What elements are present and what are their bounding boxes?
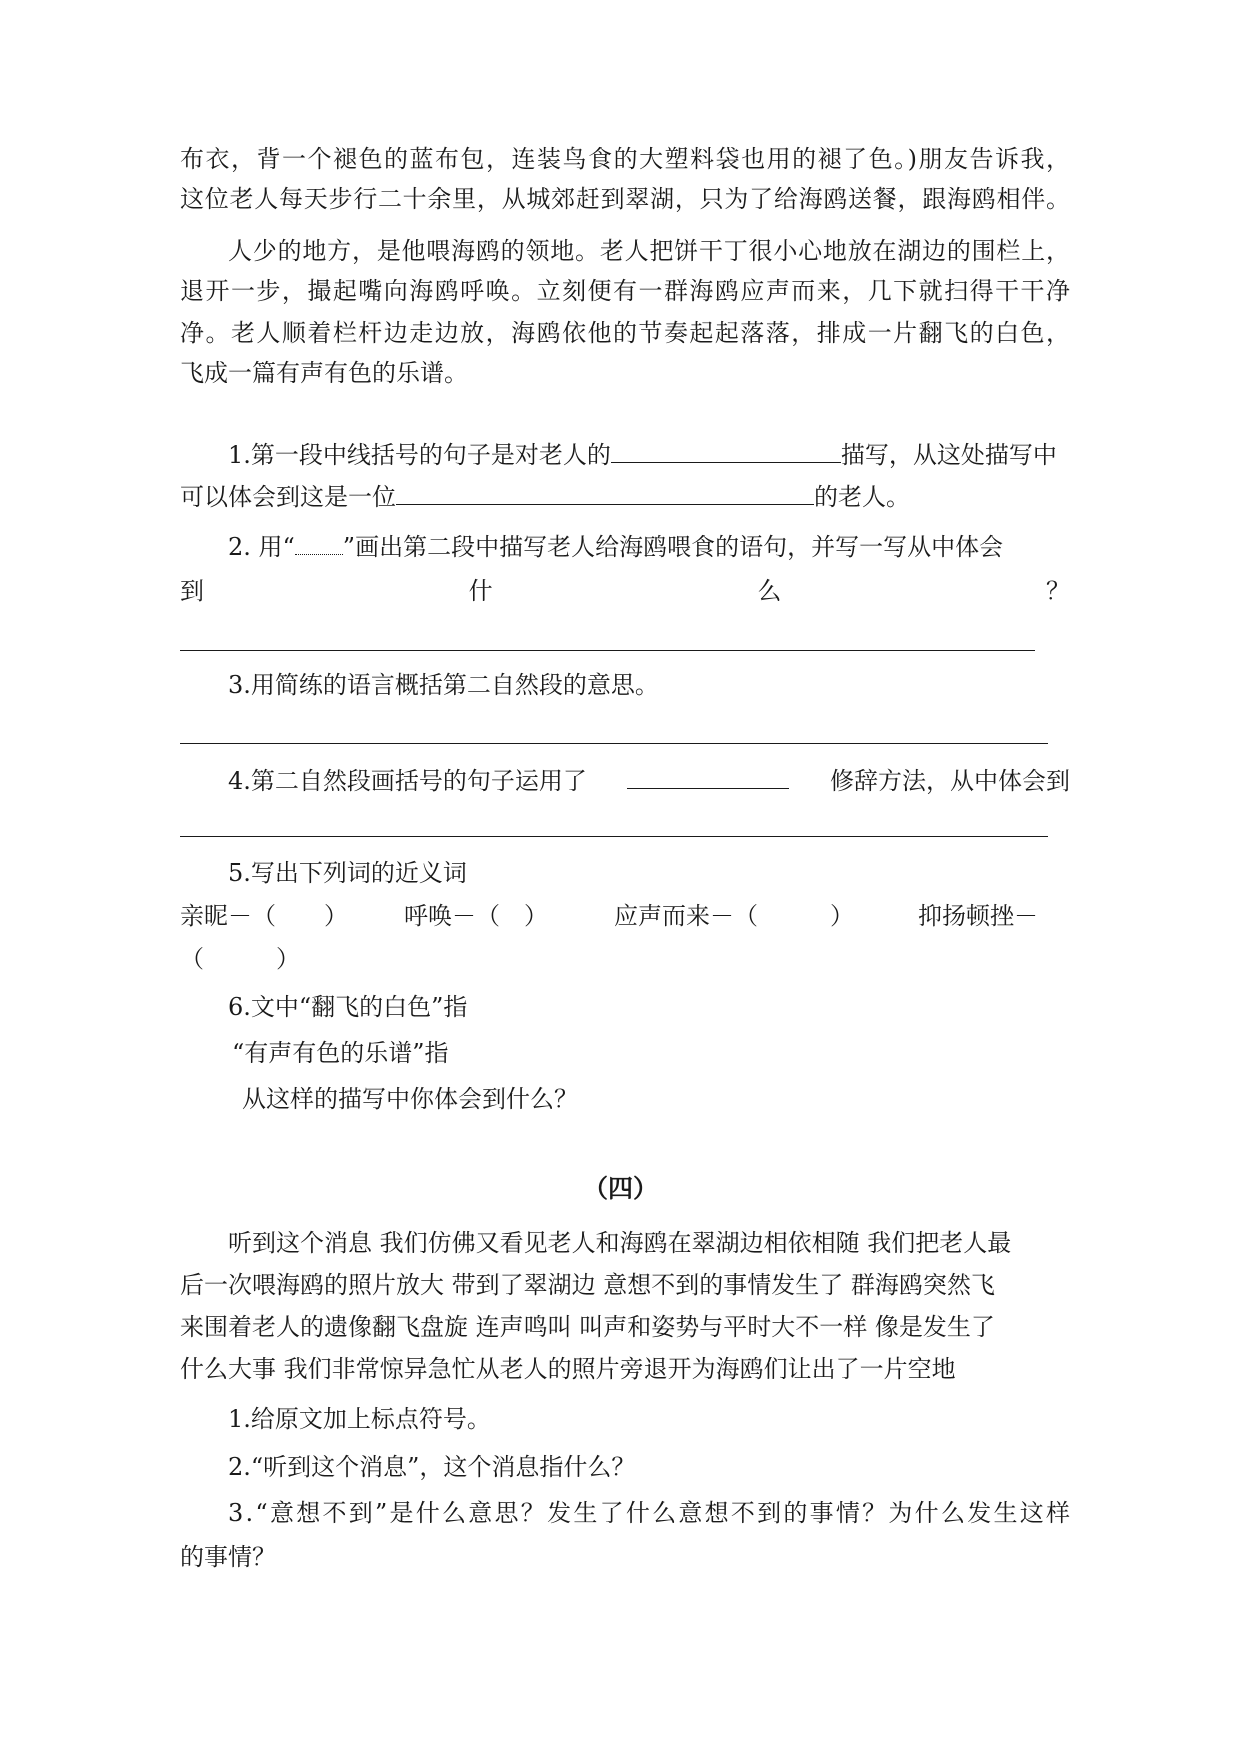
synonym-item: 呼唤－（ ） bbox=[404, 902, 548, 930]
question-1-text: 1.第一段中线括号的句子是对老人的 bbox=[228, 441, 611, 469]
section-title: （四） bbox=[582, 1174, 658, 1203]
answer-line[interactable] bbox=[180, 836, 1048, 837]
answer-blank[interactable] bbox=[396, 480, 814, 505]
section4-question-1: 1.给原文加上标点符号。 bbox=[228, 1405, 491, 1433]
spaced-char: ？ bbox=[1045, 577, 1070, 605]
question-6-line-3: 从这样的描写中你体会到什么？ bbox=[242, 1085, 578, 1113]
passage-line: 布衣，背一个褪色的蓝布包，连装鸟食的大塑料袋也用的褪了色。)朋友告诉我， bbox=[180, 145, 1072, 173]
question-6-line-2: “有声有色的乐谱”指 bbox=[232, 1039, 449, 1067]
question-1-line-1 bbox=[228, 438, 1070, 472]
question-2-line-1 bbox=[228, 530, 1070, 564]
synonym-wrap: （ ） bbox=[180, 945, 300, 973]
answer-line[interactable] bbox=[180, 743, 1048, 744]
question-4-text: 修辞方法，从中体会到 bbox=[830, 767, 1070, 795]
synonym-item: 应声而来－（ ） bbox=[614, 902, 854, 930]
answer-line[interactable] bbox=[180, 650, 1035, 651]
answer-blank[interactable] bbox=[611, 438, 841, 463]
passage-line: 飞成一篇有声有色的乐谱。 bbox=[180, 359, 468, 387]
synonym-item: 抑扬顿挫－ bbox=[918, 902, 1038, 930]
section4-question-3: 3.“意想不到”是什么意思？发生了什么意想不到的事情？为什么发生这样 bbox=[228, 1499, 1073, 1527]
spaced-char: 么 bbox=[757, 577, 782, 605]
passage-line: 这位老人每天步行二十余里，从城郊赶到翠湖，只为了给海鸥送餐，跟海鸥相伴。 bbox=[180, 185, 1071, 213]
question-1-text: 可以体会到这是一位 bbox=[180, 483, 396, 511]
question-2-text: 2. 用“ bbox=[228, 533, 295, 561]
wavy-line-sample bbox=[295, 536, 343, 555]
passage-line: 退开一步，撮起嘴向海鸥呼唤。立刻便有一群海鸥应声而来，几下就扫得干干净 bbox=[180, 277, 1072, 305]
spaced-char: 什 bbox=[468, 577, 493, 605]
synonym-row bbox=[180, 899, 1070, 933]
section4-question-2: 2.“听到这个消息”，这个消息指什么？ bbox=[228, 1453, 636, 1481]
passage-line: 什么大事 我们非常惊异急忙从老人的照片旁退开为海鸥们让出了一片空地 bbox=[180, 1355, 956, 1383]
question-1-text: 描写，从这处描写中 bbox=[840, 441, 1057, 469]
question-5-title: 5.写出下列词的近义词 bbox=[228, 859, 467, 887]
section4-question-3-cont: 的事情？ bbox=[180, 1543, 276, 1571]
question-4-text: 4.第二自然段画括号的句子运用了 bbox=[228, 767, 587, 795]
passage-line: 来围着老人的遗像翻飞盘旋 连声鸣叫 叫声和姿势与平时大不一样 像是发生了 bbox=[180, 1313, 995, 1341]
question-3: 3.用简练的语言概括第二自然段的意思。 bbox=[228, 671, 659, 699]
question-6-line-1: 6.文中“翻飞的白色”指 bbox=[228, 993, 468, 1021]
passage-line: 后一次喂海鸥的照片放大 带到了翠湖边 意想不到的事情发生了 群海鸥突然飞 bbox=[180, 1271, 995, 1299]
answer-blank[interactable] bbox=[627, 764, 789, 789]
question-4-line bbox=[228, 764, 1070, 798]
spaced-char: 到 bbox=[180, 577, 204, 605]
synonym-item: 亲昵－（ ） bbox=[180, 902, 348, 930]
question-2-text: ”画出第二段中描写老人给海鸥喂食的语句，并写一写从中体会 bbox=[342, 533, 1004, 561]
question-1-text: 的老人。 bbox=[814, 483, 910, 511]
question-1-line-2 bbox=[180, 480, 1070, 514]
passage-line: 人少的地方，是他喂海鸥的领地。老人把饼干丁很小心地放在湖边的围栏上， bbox=[228, 237, 1071, 265]
passage-line: 听到这个消息 我们仿佛又看见老人和海鸥在翠湖边相依相随 我们把老人最 bbox=[228, 1229, 1012, 1257]
passage-line: 净。老人顺着栏杆边走边放，海鸥依他的节奏起起落落，排成一片翻飞的白色， bbox=[180, 319, 1072, 347]
question-2-line-2 bbox=[180, 574, 1070, 608]
